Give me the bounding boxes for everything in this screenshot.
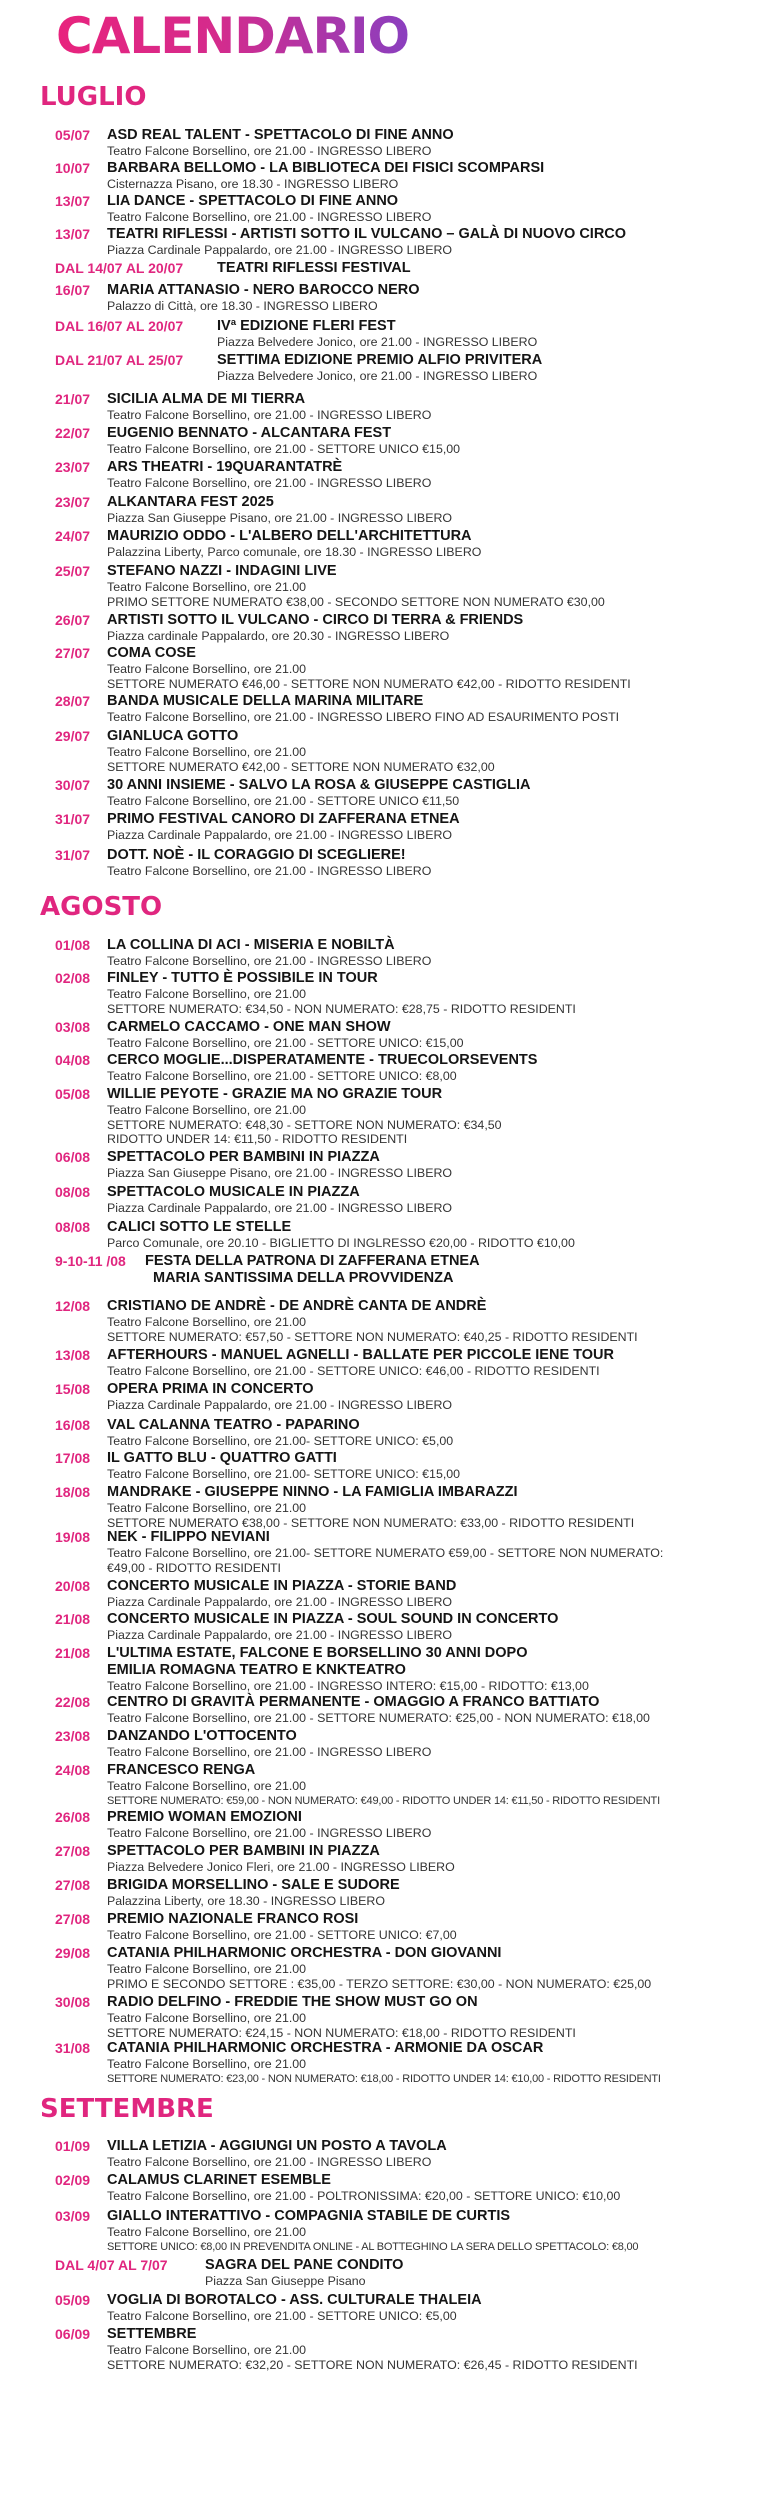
event-title: EUGENIO BENNATO - ALCANTARA FEST [107, 425, 392, 441]
event-detail: SETTORE NUMERATO €38,00 - SETTORE NON NUMERATO: €33,00 - RIDOTTO RESIDENTI [107, 1515, 635, 1530]
event-title: TEATRI RIFLESSI - ARTISTI SOTTO IL VULCANO – GALÀ DI NUOVO CIRCO [107, 226, 627, 242]
event-body [107, 811, 755, 843]
event-body [107, 193, 755, 225]
event-date: 30/08 [55, 1994, 91, 2010]
event-title: NEK - FILIPPO NEVIANI [107, 1529, 270, 1545]
event-body [107, 2040, 755, 2086]
event-row [55, 1219, 755, 1251]
event-detail: Teatro Falcone Borsellino, ore 21.00 [107, 1779, 307, 1793]
event-date: 15/08 [55, 1381, 91, 1397]
event-row [55, 318, 755, 350]
event-row [55, 459, 755, 491]
event-body [217, 352, 755, 384]
event-title: CRISTIANO DE ANDRÈ - DE ANDRÈ CANTA DE ANDRÈ [107, 1298, 487, 1314]
event-date: 04/08 [55, 1052, 91, 1068]
event-body [107, 847, 755, 879]
event-detail: Piazza San Giuseppe Pisano, ore 21.00 - INGRESSO LIBERO [107, 1166, 453, 1180]
event-row [55, 970, 755, 1016]
event-date: 28/07 [55, 693, 91, 709]
event-title: MARIA ATTANASIO - NERO BAROCCO NERO [107, 282, 420, 298]
event-detail: Teatro Falcone Borsellino, ore 21.00 [107, 662, 307, 676]
event-row [55, 160, 755, 192]
event-body [107, 459, 755, 491]
event-body [107, 1052, 755, 1084]
event-row [55, 1911, 755, 1943]
event-date: 23/07 [55, 494, 91, 510]
event-row [55, 2326, 755, 2372]
event-body [107, 1911, 755, 1943]
event-date: 24/08 [55, 1762, 91, 1778]
month-heading-luglio: LUGLIO [40, 82, 147, 112]
event-title: TEATRI RIFLESSI FESTIVAL [217, 260, 411, 276]
event-detail: SETTORE NUMERATO: €34,50 - NON NUMERATO: €28,75 - RIDOTTO RESIDENTI [107, 1001, 576, 1016]
event-body [107, 728, 755, 774]
event-row [55, 2208, 755, 2254]
event-date: 13/07 [55, 226, 91, 242]
event-detail: Teatro Falcone Borsellino, ore 21.00 - INGRESSO LIBERO [107, 408, 432, 422]
event-row [55, 811, 755, 843]
event-body [107, 563, 755, 609]
event-body [107, 2138, 755, 2170]
event-detail: Teatro Falcone Borsellino, ore 21.00 [107, 1962, 307, 1976]
month-heading-settembre: SETTEMBRE [40, 2094, 214, 2124]
event-detail: Palazzina Liberty, ore 18.30 - INGRESSO LIBERO [107, 1894, 385, 1908]
month-heading-agosto: AGOSTO [40, 892, 163, 922]
event-detail: Piazza cardinale Pappalardo, ore 20.30 - INGRESSO LIBERO [107, 629, 450, 643]
event-date: 27/08 [55, 1877, 91, 1893]
event-date: 12/08 [55, 1298, 91, 1314]
event-title: FESTA DELLA PATRONA DI ZAFFERANA ETNEA [145, 1253, 480, 1269]
event-detail: Piazza Cardinale Pappalardo, ore 21.00 - INGRESSO LIBERO [107, 1201, 453, 1215]
event-title: WILLIE PEYOTE - GRAZIE MA NO GRAZIE TOUR [107, 1086, 443, 1102]
event-date: DAL 21/07 AL 25/07 [55, 352, 184, 368]
event-row [55, 1645, 755, 1694]
event-title: MANDRAKE - GIUSEPPE NINNO - LA FAMIGLIA IMBARAZZI [107, 1484, 518, 1500]
event-detail: Teatro Falcone Borsellino, ore 21.00 [107, 1501, 307, 1515]
event-date: 02/08 [55, 970, 91, 986]
event-title: OPERA PRIMA IN CONCERTO [107, 1381, 314, 1397]
event-row [55, 1052, 755, 1084]
event-date: 26/08 [55, 1809, 91, 1825]
event-date: 29/07 [55, 728, 91, 744]
event-row [55, 1578, 755, 1610]
event-date: 06/08 [55, 1149, 91, 1165]
event-row [55, 226, 755, 258]
event-date: 23/08 [55, 1728, 91, 1744]
event-row [55, 1762, 755, 1808]
event-title: SETTIMA EDIZIONE PREMIO ALFIO PRIVITERA [217, 352, 543, 368]
event-detail: Palazzina Liberty, Parco comunale, ore 18.30 - INGRESSO LIBERO [107, 545, 482, 559]
event-title: LIA DANCE - SPETTACOLO DI FINE ANNO [107, 193, 399, 209]
event-row [55, 2138, 755, 2170]
event-title: DANZANDO L'OTTOCENTO [107, 1728, 297, 1744]
event-detail: Parco Comunale, ore 20.10 - BIGLIETTO DI INGLRESSO €20,00 - RIDOTTO €10,00 [107, 1236, 575, 1250]
event-date: 08/08 [55, 1184, 91, 1200]
event-date: 06/09 [55, 2326, 91, 2342]
event-detail: Teatro Falcone Borsellino, ore 21.00 - SETTORE NUMERATO: €25,00 - NON NUMERATO: €18,00 [107, 1711, 650, 1725]
event-body [107, 645, 755, 691]
event-date: 19/08 [55, 1529, 91, 1545]
event-body [107, 1728, 755, 1760]
event-detail: Teatro Falcone Borsellino, ore 21.00 - INGRESSO LIBERO [107, 864, 432, 878]
event-body [107, 1994, 755, 2040]
event-body [107, 1019, 755, 1051]
event-row [55, 2040, 755, 2086]
event-title: CARMELO CACCAMO - ONE MAN SHOW [107, 1019, 391, 1035]
event-date: DAL 4/07 AL 7/07 [55, 2257, 168, 2273]
event-row [55, 528, 755, 560]
event-body [107, 2208, 755, 2254]
event-detail: Teatro Falcone Borsellino, ore 21.00 - INGRESSO LIBERO [107, 954, 432, 968]
event-title: PREMIO WOMAN EMOZIONI [107, 1809, 302, 1825]
event-date: 01/09 [55, 2138, 91, 2154]
event-detail: Teatro Falcone Borsellino, ore 21.00 - POLTRONISSIMA: €20,00 - SETTORE UNICO: €10,00 [107, 2189, 621, 2203]
event-title: SETTEMBRE [107, 2326, 197, 2342]
event-detail: Teatro Falcone Borsellino, ore 21.00 - SETTORE UNICO: €15,00 [107, 1036, 464, 1050]
event-title: CERCO MOGLIE...DISPERATAMENTE - TRUECOLORSEVENTS [107, 1052, 538, 1068]
event-title: FRANCESCO RENGA [107, 1762, 256, 1778]
event-detail: Teatro Falcone Borsellino, ore 21.00 [107, 2225, 307, 2239]
event-row [55, 282, 755, 314]
event-title: GIALLO INTERATTIVO - COMPAGNIA STABILE DE CURTIS [107, 2208, 511, 2224]
event-date: 9-10-11 /08 [55, 1253, 126, 1269]
event-date: 21/07 [55, 391, 91, 407]
event-body [217, 318, 755, 350]
event-row [55, 777, 755, 809]
event-title: PREMIO NAZIONALE FRANCO ROSI [107, 1911, 359, 1927]
event-row [55, 1298, 755, 1344]
event-date: 17/08 [55, 1450, 91, 1466]
event-detail: Teatro Falcone Borsellino, ore 21.00 [107, 2343, 307, 2357]
event-date: 31/07 [55, 847, 91, 863]
event-row [55, 847, 755, 879]
event-date: 13/08 [55, 1347, 91, 1363]
event-detail: SETTORE NUMERATO: €23,00 - NON NUMERATO: €18,00 - RIDOTTO UNDER 14: €10,00 - RIDOTTO RESIDENTI [107, 2072, 661, 2085]
event-body [107, 1184, 755, 1216]
event-body [107, 1843, 755, 1875]
event-body [107, 1809, 755, 1841]
event-detail: Teatro Falcone Borsellino, ore 21.00 [107, 1103, 307, 1117]
event-body [107, 1381, 755, 1413]
event-body [145, 1253, 755, 1287]
event-row [55, 1381, 755, 1413]
event-detail: Teatro Falcone Borsellino, ore 21.00 - INGRESSO LIBERO [107, 144, 432, 158]
event-date: 26/07 [55, 612, 91, 628]
event-body [107, 1762, 755, 1808]
event-row [55, 352, 755, 384]
event-body [107, 2326, 755, 2372]
event-title: CALAMUS CLARINET ESEMBLE [107, 2172, 331, 2188]
event-title: DOTT. NOÈ - IL CORAGGIO DI SCEGLIERE! [107, 847, 406, 863]
event-detail: Teatro Falcone Borsellino, ore 21.00- SETTORE UNICO: €15,00 [107, 1467, 461, 1481]
event-row [55, 193, 755, 225]
event-date: 13/07 [55, 193, 91, 209]
event-row [55, 728, 755, 774]
event-title: SPETTACOLO MUSICALE IN PIAZZA [107, 1184, 360, 1200]
event-detail: Piazza Cardinale Pappalardo, ore 21.00 - INGRESSO LIBERO [107, 1398, 453, 1412]
event-row [55, 1019, 755, 1051]
event-row [55, 1086, 755, 1147]
event-title: BRIGIDA MORSELLINO - SALE E SUDORE [107, 1877, 400, 1893]
event-title: CATANIA PHILHARMONIC ORCHESTRA - ARMONIE DA OSCAR [107, 2040, 544, 2056]
event-body [107, 777, 755, 809]
event-date: 22/08 [55, 1694, 91, 1710]
event-date: 08/08 [55, 1219, 91, 1235]
event-title: GIANLUCA GOTTO [107, 728, 239, 744]
event-detail: Teatro Falcone Borsellino, ore 21.00 - INGRESSO LIBERO [107, 210, 432, 224]
event-detail: Piazza Cardinale Pappalardo, ore 21.00 - INGRESSO LIBERO [107, 243, 453, 257]
event-detail: Teatro Falcone Borsellino, ore 21.00 - SETTORE UNICO: €5,00 [107, 2309, 457, 2323]
event-row [55, 693, 755, 725]
event-row [55, 1809, 755, 1841]
event-body [107, 425, 755, 457]
event-row [55, 1945, 755, 1991]
event-body [107, 1347, 755, 1379]
event-date: 03/09 [55, 2208, 91, 2224]
event-title: CONCERTO MUSICALE IN PIAZZA - STORIE BAND [107, 1578, 457, 1594]
event-detail: Piazza Cardinale Pappalardo, ore 21.00 - INGRESSO LIBERO [107, 828, 453, 842]
event-title: IL GATTO BLU - QUATTRO GATTI [107, 1450, 337, 1466]
event-body [107, 2292, 755, 2324]
page-title: CALENDARIO [56, 7, 410, 65]
event-date: 27/07 [55, 645, 91, 661]
event-title: PRIMO FESTIVAL CANORO DI ZAFFERANA ETNEA [107, 811, 460, 827]
event-detail: €49,00 - RIDOTTO RESIDENTI [107, 1560, 281, 1575]
event-title: MAURIZIO ODDO - L'ALBERO DELL'ARCHITETTURA [107, 528, 472, 544]
event-body [107, 1450, 755, 1482]
event-body [107, 494, 755, 526]
event-row [55, 1728, 755, 1760]
event-body [107, 226, 755, 258]
event-title: SPETTACOLO PER BAMBINI IN PIAZZA [107, 1843, 380, 1859]
event-detail: SETTORE UNICO: €8,00 IN PREVENDITA ONLINE - AL BOTTEGHINO LA SERA DELLO SPETTACOLO: €8,00 [107, 2240, 639, 2253]
event-title-line2: MARIA SANTISSIMA DELLA PROVVIDENZA [153, 1270, 454, 1286]
event-detail: Teatro Falcone Borsellino, ore 21.00 - SETTORE UNICO €15,00 [107, 442, 461, 456]
event-row [55, 1877, 755, 1909]
event-title: CATANIA PHILHARMONIC ORCHESTRA - DON GIOVANNI [107, 1945, 502, 1961]
event-title: VOGLIA DI BOROTALCO - ASS. CULTURALE THALEIA [107, 2292, 482, 2308]
event-title: CALICI SOTTO LE STELLE [107, 1219, 292, 1235]
event-detail: Teatro Falcone Borsellino, ore 21.00 - SETTORE UNICO €11,50 [107, 794, 460, 808]
event-detail: Teatro Falcone Borsellino, ore 21.00 - SETTORE UNICO: €46,00 - RIDOTTO RESIDENTI [107, 1364, 600, 1378]
event-detail: Teatro Falcone Borsellino, ore 21.00 [107, 580, 307, 594]
event-detail: Piazza Belvedere Jonico, ore 21.00 - INGRESSO LIBERO [217, 335, 538, 349]
event-date: 27/08 [55, 1843, 91, 1859]
event-detail: Piazza Belvedere Jonico, ore 21.00 - INGRESSO LIBERO [217, 369, 538, 383]
event-body [107, 1578, 755, 1610]
event-date: 05/08 [55, 1086, 91, 1102]
event-row [55, 1694, 755, 1726]
event-body [107, 970, 755, 1016]
event-body [107, 1877, 755, 1909]
event-body [107, 2172, 755, 2204]
event-detail: Teatro Falcone Borsellino, ore 21.00 - INGRESSO LIBERO [107, 476, 432, 490]
event-title: AFTERHOURS - MANUEL AGNELLI - BALLATE PER PICCOLE IENE TOUR [107, 1347, 614, 1363]
event-detail: Teatro Falcone Borsellino, ore 21.00 - INGRESSO INTERO: €15,00 - RIDOTTO: €13,00 [107, 1679, 589, 1693]
event-detail: SETTORE NUMERATO: €57,50 - SETTORE NON NUMERATO: €40,25 - RIDOTTO RESIDENTI [107, 1329, 638, 1344]
event-date: 31/08 [55, 2040, 91, 2056]
event-detail: Teatro Falcone Borsellino, ore 21.00 - SETTORE UNICO: €7,00 [107, 1928, 457, 1942]
event-detail: Teatro Falcone Borsellino, ore 21.00 - INGRESSO LIBERO [107, 1745, 432, 1759]
event-body [107, 1086, 755, 1147]
event-detail: Teatro Falcone Borsellino, ore 21.00- SETTORE UNICO: €5,00 [107, 1434, 454, 1448]
event-row [55, 1994, 755, 2040]
event-detail: Piazza Cardinale Pappalardo, ore 21.00 - INGRESSO LIBERO [107, 1595, 453, 1609]
event-title: ALKANTARA FEST 2025 [107, 494, 274, 510]
event-date: 21/08 [55, 1611, 91, 1627]
event-title: BANDA MUSICALE DELLA MARINA MILITARE [107, 693, 424, 709]
event-row [55, 2257, 755, 2289]
event-date: DAL 14/07 AL 20/07 [55, 260, 184, 276]
event-detail: Piazza San Giuseppe Pisano [205, 2274, 366, 2288]
event-date: 18/08 [55, 1484, 91, 1500]
event-body [107, 1694, 755, 1726]
event-date: 25/07 [55, 563, 91, 579]
event-detail: Piazza Belvedere Jonico Fleri, ore 21.00 - INGRESSO LIBERO [107, 1860, 455, 1874]
event-body [107, 1945, 755, 1991]
event-detail: Teatro Falcone Borsellino, ore 21.00 [107, 745, 307, 759]
event-title: VAL CALANNA TEATRO - PAPARINO [107, 1417, 360, 1433]
event-detail: SETTORE NUMERATO €46,00 - SETTORE NON NUMERATO €42,00 - RIDOTTO RESIDENTI [107, 676, 631, 691]
event-body [107, 1219, 755, 1251]
event-row [55, 425, 755, 457]
event-date: 23/07 [55, 459, 91, 475]
event-detail: Teatro Falcone Borsellino, ore 21.00 - SETTORE UNICO: €8,00 [107, 1069, 457, 1083]
event-detail: Teatro Falcone Borsellino, ore 21.00 [107, 2057, 307, 2071]
event-body [107, 1484, 755, 1530]
event-detail: Teatro Falcone Borsellino, ore 21.00 - INGRESSO LIBERO [107, 1826, 432, 1840]
event-body [107, 1611, 755, 1643]
event-detail: Teatro Falcone Borsellino, ore 21.00 [107, 987, 307, 1001]
event-row [55, 1843, 755, 1875]
event-row [55, 2292, 755, 2324]
event-body [107, 528, 755, 560]
event-date: 31/07 [55, 811, 91, 827]
event-body [107, 1417, 755, 1449]
event-detail: SETTORE NUMERATO: €24,15 - NON NUMERATO: €18,00 - RIDOTTO RESIDENTI [107, 2025, 576, 2040]
event-body [107, 1529, 755, 1575]
event-row [55, 1611, 755, 1643]
event-date: 16/07 [55, 282, 91, 298]
event-row [55, 494, 755, 526]
event-row [55, 937, 755, 969]
event-date: 20/08 [55, 1578, 91, 1594]
event-body [217, 260, 755, 277]
event-detail: SETTORE NUMERATO: €48,30 - SETTORE NON NUMERATO: €34,50 [107, 1117, 502, 1132]
event-detail: SETTORE NUMERATO €42,00 - SETTORE NON NUMERATO €32,00 [107, 759, 495, 774]
event-body [107, 1645, 755, 1694]
event-row [55, 2172, 755, 2204]
event-title: 30 ANNI INSIEME - SALVO LA ROSA & GIUSEPPE CASTIGLIA [107, 777, 531, 793]
event-row [55, 1347, 755, 1379]
event-detail: PRIMO E SECONDO SETTORE : €35,00 - TERZO SETTORE: €30,00 - NON NUMERATO: €25,00 [107, 1976, 652, 1991]
event-date: 10/07 [55, 160, 91, 176]
event-title: BARBARA BELLOMO - LA BIBLIOTECA DEI FISICI SCOMPARSI [107, 160, 545, 176]
event-date: 16/08 [55, 1417, 91, 1433]
event-title: FINLEY - TUTTO È POSSIBILE IN TOUR [107, 970, 378, 986]
event-date: 02/09 [55, 2172, 91, 2188]
event-title: SAGRA DEL PANE CONDITO [205, 2257, 404, 2273]
event-detail: Cisternazza Pisano, ore 18.30 - INGRESSO LIBERO [107, 177, 399, 191]
event-row [55, 1417, 755, 1449]
event-body [107, 282, 755, 314]
event-detail: Piazza San Giuseppe Pisano, ore 21.00 - INGRESSO LIBERO [107, 511, 453, 525]
event-row [55, 1253, 755, 1287]
event-body [107, 937, 755, 969]
event-date: 01/08 [55, 937, 91, 953]
event-row [55, 391, 755, 423]
event-date: 30/07 [55, 777, 91, 793]
event-detail: PRIMO SETTORE NUMERATO €38,00 - SECONDO SETTORE NON NUMERATO €30,00 [107, 594, 605, 609]
event-title: CENTRO DI GRAVITÀ PERMANENTE - OMAGGIO A FRANCO BATTIATO [107, 1694, 600, 1710]
event-detail: Teatro Falcone Borsellino, ore 21.00 - INGRESSO LIBERO FINO AD ESAURIMENTO POSTI [107, 710, 620, 724]
event-date: 24/07 [55, 528, 91, 544]
event-title: RADIO DELFINO - FREDDIE THE SHOW MUST GO ON [107, 1994, 478, 2010]
event-body [107, 160, 755, 192]
event-title: STEFANO NAZZI - INDAGINI LIVE [107, 563, 337, 579]
event-title: ASD REAL TALENT - SPETTACOLO DI FINE ANNO [107, 127, 454, 143]
event-title: CONCERTO MUSICALE IN PIAZZA - SOUL SOUND IN CONCERTO [107, 1611, 559, 1627]
event-title: LA COLLINA DI ACI - MISERIA E NOBILTÀ [107, 937, 395, 953]
event-detail: Teatro Falcone Borsellino, ore 21.00 [107, 1315, 307, 1329]
event-body [205, 2257, 755, 2289]
event-row [55, 612, 755, 644]
event-row [55, 563, 755, 609]
event-date: 05/07 [55, 127, 91, 143]
event-row [55, 260, 755, 277]
event-body [107, 1298, 755, 1344]
event-detail: SETTORE NUMERATO: €32,20 - SETTORE NON NUMERATO: €26,45 - RIDOTTO RESIDENTI [107, 2357, 638, 2372]
event-date: 05/09 [55, 2292, 91, 2308]
event-date: 27/08 [55, 1911, 91, 1927]
event-row [55, 645, 755, 691]
event-date: 21/08 [55, 1645, 91, 1661]
event-title: L'ULTIMA ESTATE, FALCONE E BORSELLINO 30 ANNI DOPO [107, 1645, 528, 1661]
event-body [107, 693, 755, 725]
event-title: COMA COSE [107, 645, 196, 661]
event-title: ARTISTI SOTTO IL VULCANO - CIRCO DI TERRA & FRIENDS [107, 612, 524, 628]
event-row [55, 1484, 755, 1530]
event-body [107, 391, 755, 423]
event-detail: SETTORE NUMERATO: €59,00 - NON NUMERATO: €49,00 - RIDOTTO UNDER 14: €11,50 - RIDOTTO RESIDENTI [107, 1794, 660, 1807]
event-date: DAL 16/07 AL 20/07 [55, 318, 184, 334]
event-title: SICILIA ALMA DE MI TIERRA [107, 391, 306, 407]
event-title-line2: EMILIA ROMAGNA TEATRO E KNKTEATRO [107, 1662, 406, 1678]
event-row [55, 127, 755, 159]
event-detail: Teatro Falcone Borsellino, ore 21.00 - INGRESSO LIBERO [107, 2155, 432, 2169]
event-row [55, 1149, 755, 1181]
event-row [55, 1184, 755, 1216]
event-title: ARS THEATRI - 19QUARANTATRÈ [107, 459, 343, 475]
event-row [55, 1450, 755, 1482]
event-title: IVª EDIZIONE FLERI FEST [217, 318, 396, 334]
event-detail: Piazza Cardinale Pappalardo, ore 21.00 - INGRESSO LIBERO [107, 1628, 453, 1642]
event-date: 29/08 [55, 1945, 91, 1961]
event-date: 03/08 [55, 1019, 91, 1035]
event-body [107, 1149, 755, 1181]
event-detail: Palazzo di Città, ore 18.30 - INGRESSO LIBERO [107, 299, 378, 313]
event-body [107, 612, 755, 644]
event-body [107, 127, 755, 159]
event-detail: Teatro Falcone Borsellino, ore 21.00- SETTORE NUMERATO €59,00 - SETTORE NON NUMERATO: [107, 1546, 664, 1560]
event-detail: Teatro Falcone Borsellino, ore 21.00 [107, 2011, 307, 2025]
event-row [55, 1529, 755, 1575]
event-detail: RIDOTTO UNDER 14: €11,50 - RIDOTTO RESIDENTI [107, 1132, 408, 1146]
event-title: SPETTACOLO PER BAMBINI IN PIAZZA [107, 1149, 380, 1165]
event-date: 22/07 [55, 425, 91, 441]
event-title: VILLA LETIZIA - AGGIUNGI UN POSTO A TAVOLA [107, 2138, 447, 2154]
